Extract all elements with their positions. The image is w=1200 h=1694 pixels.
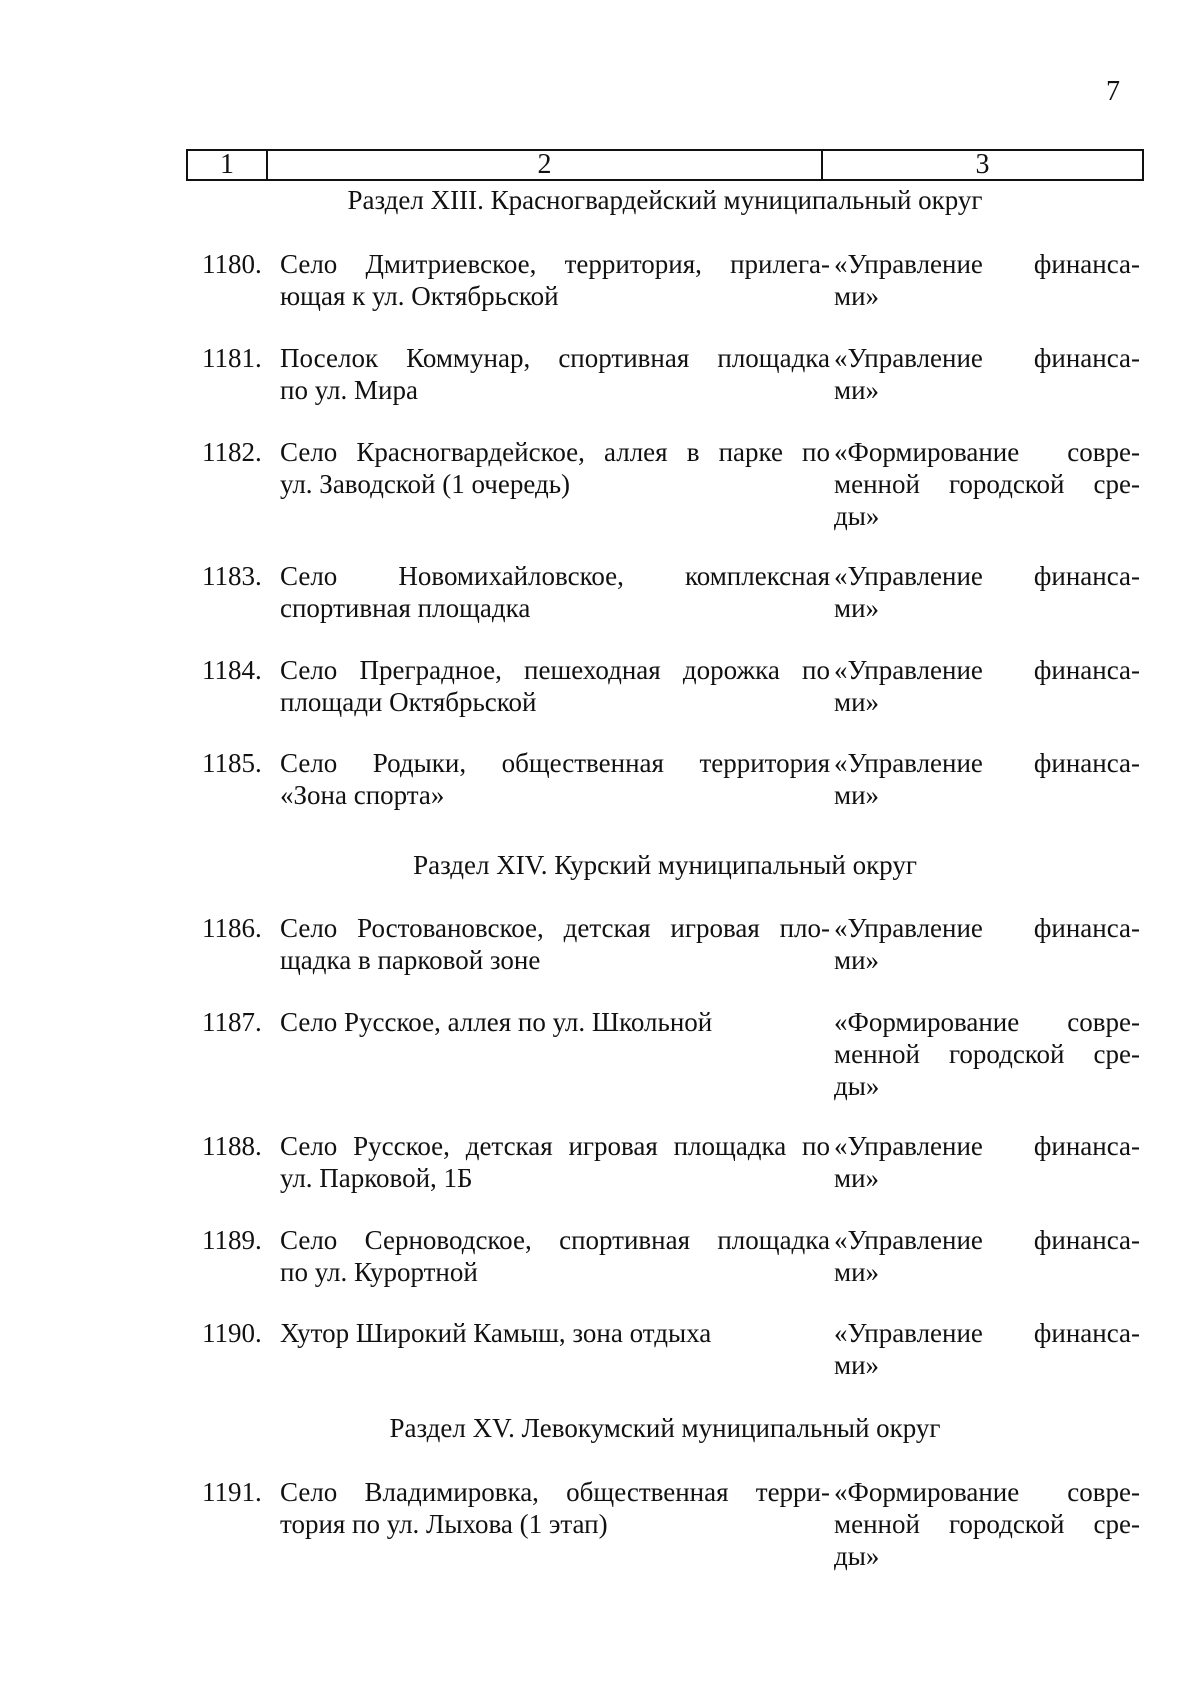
- row-number: 1182.: [202, 437, 262, 467]
- program-line: ми»: [834, 1163, 880, 1193]
- row-description: [280, 654, 830, 718]
- row-description: [280, 1130, 830, 1194]
- program-line: «Управление финанса-: [834, 343, 1140, 373]
- row-number: 1181.: [202, 343, 262, 373]
- program-line: ми»: [834, 593, 880, 623]
- row-description: [280, 248, 830, 312]
- description-line: щадка в парковой зоне: [280, 945, 541, 975]
- description-line: Село Русское, детская игровая площадка по: [280, 1131, 830, 1161]
- row-number: 1188.: [202, 1131, 262, 1161]
- description-line: Село Преградное, пешеходная дорожка по: [280, 655, 830, 685]
- program-line: ми»: [834, 687, 880, 717]
- row-number: 1184.: [202, 655, 262, 685]
- row-program: [834, 248, 1140, 312]
- description-line: спортивная площадка: [280, 593, 531, 623]
- program-line: «Управление финанса-: [834, 1131, 1140, 1161]
- description-line: ул. Парковой, 1Б: [280, 1163, 473, 1193]
- row-program: [834, 1224, 1140, 1288]
- program-line: «Управление финанса-: [834, 561, 1140, 591]
- row-description: [280, 1317, 830, 1349]
- row-program: [834, 342, 1140, 406]
- program-line: «Формирование совре-: [834, 1007, 1140, 1037]
- program-line: «Управление финанса-: [834, 249, 1140, 279]
- description-line: ющая к ул. Октябрьской: [280, 281, 559, 311]
- program-line: «Управление финанса-: [834, 1318, 1140, 1348]
- row-description: [280, 747, 830, 811]
- description-line: Село Красногвардейское, аллея в парке по: [280, 437, 830, 467]
- header-col-3: 3: [975, 149, 990, 180]
- program-line: «Управление финанса-: [834, 1225, 1140, 1255]
- row-number: 1190.: [202, 1318, 262, 1348]
- row-description: [280, 1224, 830, 1288]
- description-line: Село Новомихайловское, комплексная: [280, 561, 830, 591]
- description-line: ул. Заводской (1 очередь): [280, 469, 571, 499]
- row-program: [834, 436, 1140, 532]
- program-line: «Управление финанса-: [834, 913, 1140, 943]
- header-col-1: 1: [188, 151, 268, 179]
- description-line: тория по ул. Лыхова (1 этап): [280, 1509, 608, 1539]
- row-program: [834, 1317, 1140, 1381]
- program-line: ды»: [834, 501, 880, 531]
- row-number: 1180.: [202, 249, 262, 279]
- program-line: ми»: [834, 281, 880, 311]
- row-description: [280, 342, 830, 406]
- description-line: Село Русское, аллея по ул. Школьной: [280, 1007, 713, 1037]
- row-program: [834, 1006, 1140, 1102]
- row-description: [280, 560, 830, 624]
- row-program: [834, 912, 1140, 976]
- program-line: ми»: [834, 780, 880, 810]
- description-line: площади Октябрьской: [280, 687, 537, 717]
- description-line: по ул. Мира: [280, 375, 418, 405]
- row-program: [834, 654, 1140, 718]
- row-description: [280, 1006, 830, 1038]
- description-line: Хутор Широкий Камыш, зона отдыха: [280, 1318, 712, 1348]
- description-line: Село Серноводское, спортивная площадка: [280, 1225, 830, 1255]
- program-line: ми»: [834, 945, 880, 975]
- description-line: Село Ростовановское, детская игровая пло-: [280, 913, 830, 943]
- section-title-xv: Раздел XV. Левокумский муниципальный округ: [389, 1413, 941, 1443]
- row-program: [834, 560, 1140, 624]
- program-line: «Управление финанса-: [834, 748, 1140, 778]
- description-line: Поселок Коммунар, спортивная площадка: [280, 343, 830, 373]
- description-line: по ул. Курортной: [280, 1257, 478, 1287]
- row-description: [280, 436, 830, 500]
- header-col-2: 2: [268, 151, 823, 179]
- row-number: 1187.: [202, 1007, 262, 1037]
- program-line: ми»: [834, 1257, 880, 1287]
- row-program: [834, 747, 1140, 811]
- program-line: менной городской сре-: [834, 1509, 1140, 1539]
- row-description: [280, 1476, 830, 1540]
- row-number: 1189.: [202, 1225, 262, 1255]
- row-program: [834, 1476, 1140, 1572]
- program-line: ды»: [834, 1541, 880, 1571]
- row-program: [834, 1130, 1140, 1194]
- row-number: 1183.: [202, 561, 262, 591]
- row-description: [280, 912, 830, 976]
- program-line: «Управление финанса-: [834, 655, 1140, 685]
- row-number: 1185.: [202, 748, 262, 778]
- program-line: ды»: [834, 1071, 880, 1101]
- description-line: Село Родыки, общественная территория: [280, 748, 830, 778]
- page-number: 7: [1106, 76, 1120, 107]
- program-line: ми»: [834, 1350, 880, 1380]
- program-line: «Формирование совре-: [834, 437, 1140, 467]
- row-number: 1191.: [202, 1477, 262, 1507]
- description-line: Село Дмитриевское, территория, прилега-: [280, 249, 830, 279]
- section-title-xiv: Раздел XIV. Курский муниципальный округ: [413, 850, 917, 880]
- section-title-xiii: Раздел XIII. Красногвардейский муниципальный округ: [347, 185, 983, 215]
- description-line: «Зона спорта»: [280, 780, 445, 810]
- program-line: ми»: [834, 375, 880, 405]
- program-line: менной городской сре-: [834, 1039, 1140, 1069]
- program-line: менной городской сре-: [834, 469, 1140, 499]
- row-number: 1186.: [202, 913, 262, 943]
- description-line: Село Владимировка, общественная терри-: [280, 1477, 830, 1507]
- table-header: [186, 149, 1144, 181]
- program-line: «Формирование совре-: [834, 1477, 1140, 1507]
